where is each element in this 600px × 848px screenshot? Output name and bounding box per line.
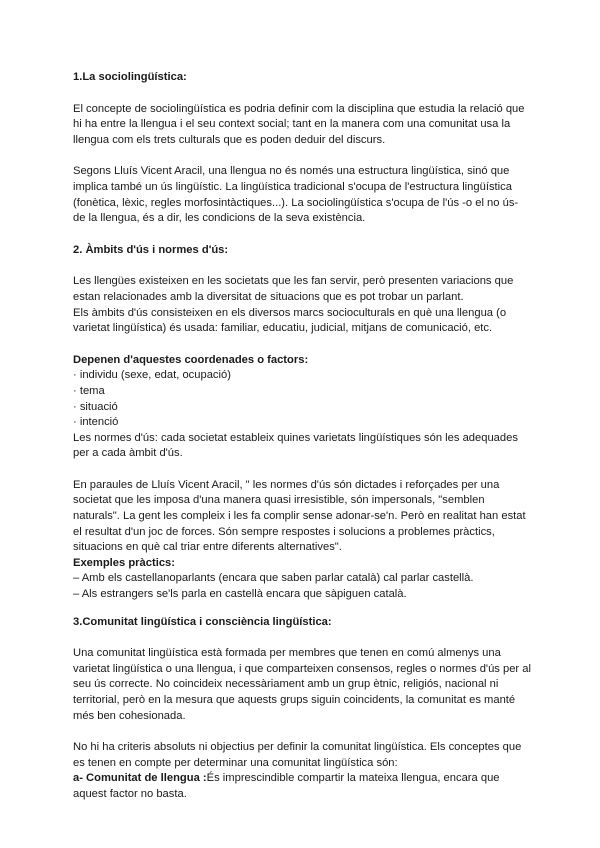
text-line: naturals". La gent les compleix i les fa complir sense adonar-se'n. Però en realitat han estat — [73, 510, 526, 523]
text-line: llengua com els trets culturals que es poden deduir del discurs. — [73, 133, 386, 146]
text-line: Les llengües existeixen en les societats que les fan servir, però presenten variacions que — [73, 275, 514, 288]
section-2-title: 2. Àmbits d'ús i normes d'ús: — [73, 243, 229, 256]
text-line: més ben cohesionada. — [73, 709, 186, 722]
section-3-paragraph-2 — [73, 740, 533, 802]
text-line: Els àmbits d'ús consisteixen en els diversos marcs socioculturals en què una llengua (o — [73, 306, 507, 319]
text-line: varietat lingüística o una llengua, i que comparteixen consensos, regles o normes d'ús per al — [73, 662, 531, 675]
text-line: estan relacionades amb la diversitat de situacions que es pot trobar un parlant. — [73, 290, 464, 303]
text-line: es tenen en compte per determinar una comunitat lingüística són: — [73, 756, 398, 769]
text-line: El concepte de sociolingüística es podria definir com la disciplina que estudia la relació que — [73, 102, 525, 115]
section-2-paragraph-1 — [73, 274, 533, 336]
text-line: per a cada àmbit d'ús. — [73, 447, 183, 460]
section-2-quote — [73, 478, 533, 603]
text-line: el resultat d'un joc de forces. Són sempre respostes i solucions a problemes pràctics, — [73, 525, 495, 538]
section-3-paragraph-1 — [73, 646, 533, 724]
section-1-title: 1.La sociolingüística: — [73, 71, 187, 83]
text-line: aquest factor no basta. — [73, 787, 187, 800]
text-line: situacions en què cal triar entre diferents alternatives". — [73, 541, 342, 554]
text-line: seu ús correcte. No coincideix necessàriament amb un grup ètnic, religiós, nacional ni — [73, 678, 499, 691]
factors-title: Depenen d'aquestes coordenades o factors: — [73, 353, 309, 366]
text-line: (fonètica, lèxic, regles morfosintàctiques...). La sociolingüística s'ocupa de l'ús -o el no ús- — [73, 196, 519, 209]
text-line: En paraules de Lluís Vicent Aracil, " les normes d'ús són dictades i reforçades per una — [73, 478, 500, 491]
section-1-paragraph-1 — [73, 102, 533, 149]
item-a-text: És imprescindible compartir la mateixa llengua, encara que — [206, 772, 500, 785]
text-line: de la llengua, és a dir, les condicions de la seva existència. — [73, 212, 366, 225]
text-line: hi ha entre la llengua i el seu context social; tant en la manera com una comunitat usa la — [73, 118, 511, 131]
examples-title: Exemples pràctics: — [73, 556, 175, 569]
text-line: Les normes d'ús: cada societat estableix quines varietats lingüístiques són les adequades — [73, 431, 518, 444]
item-a — [73, 771, 533, 787]
factor-item: · situació — [73, 400, 118, 413]
document-page — [73, 70, 533, 803]
factors-block — [73, 353, 533, 462]
factor-item: · tema — [73, 384, 105, 397]
text-line: territorial, però en la mesura que aquests grups siguin coincidents, la comunitat es manté — [73, 694, 516, 706]
text-line: Una comunitat lingüística està formada per membres que tenen en comú almenys una — [73, 647, 501, 660]
factor-item: · individu (sexe, edat, ocupació) — [73, 369, 231, 382]
factor-item: · intenció — [73, 416, 119, 429]
text-line: societat que les imposa d'una manera quasi irresistible, són impersonals, "semblen — [73, 494, 485, 507]
text-line: varietat lingüística) és usada: familiar, educatiu, judicial, mitjans de comunicació, etc. — [73, 322, 493, 335]
example-item: – Amb els castellanoparlants (encara que saben parlar català) cal parlar castellà. — [73, 572, 474, 585]
section-1-paragraph-2 — [73, 164, 533, 226]
text-line: implica també un ús lingüístic. La lingüística tradicional s'ocupa de l'estructura lingüística — [73, 180, 512, 193]
text-line: Segons Lluís Vicent Aracil, una llengua no és només una estructura lingüística, sinó que — [73, 165, 510, 178]
item-a-label: a- Comunitat de llengua : — [73, 772, 207, 785]
text-line: No hi ha criteris absoluts ni objectius per definir la comunitat lingüística. Els conceptes que — [73, 741, 522, 754]
section-3-title: 3.Comunitat lingüística i consciència lingüística: — [73, 615, 332, 628]
example-item: – Als estrangers se'ls parla en castellà encara que sàpiguen català. — [73, 588, 407, 601]
